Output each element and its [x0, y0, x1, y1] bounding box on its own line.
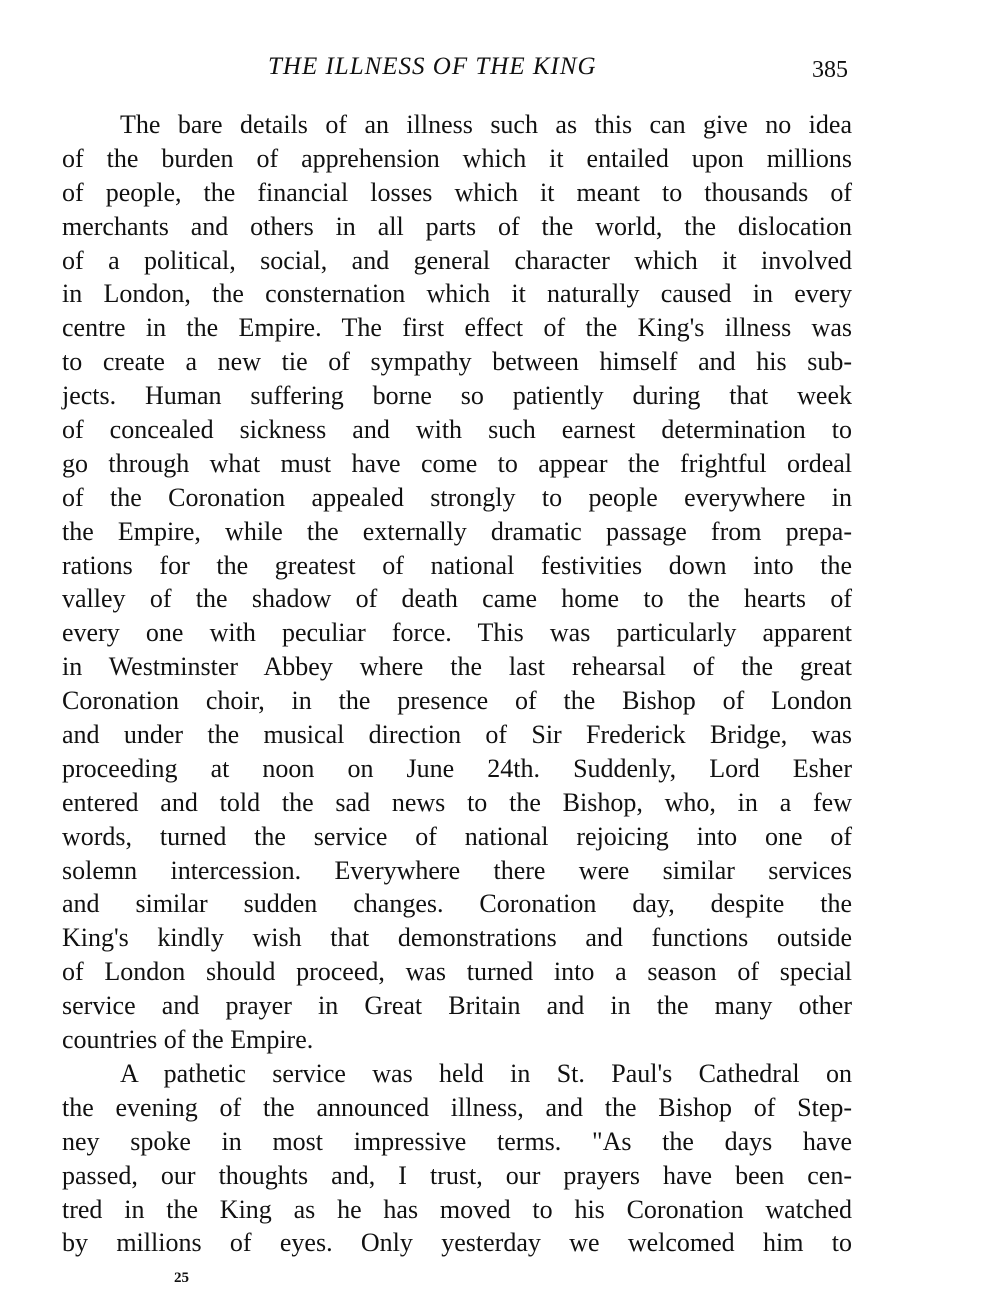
- text-line: valley of the shadow of death came home to the hearts of: [62, 584, 852, 614]
- text-line: to create a new tie of sympathy between himself and his sub-: [62, 347, 852, 377]
- text-line: go through what must have come to appear the frightful ordeal: [62, 448, 852, 478]
- text-line: entered and told the sad news to the Bishop, who, in a few: [62, 787, 852, 817]
- text-line: and under the musical direction of Sir Frederick Bridge, was: [62, 720, 852, 750]
- paragraph-2: [62, 1057, 852, 1260]
- text-line: tred in the King as he has moved to his Coronation watched: [62, 1194, 852, 1224]
- text-line: service and prayer in Great Britain and in the many other: [62, 991, 852, 1021]
- text-line: A pathetic service was held in St. Paul's Cathedral on: [120, 1058, 852, 1088]
- text-line: of London should proceed, was turned into a season of special: [62, 957, 852, 987]
- text-line: of the burden of apprehension which it entailed upon millions: [62, 143, 852, 173]
- page-number: 385: [812, 57, 848, 83]
- text-line: countries of the Empire.: [62, 1025, 314, 1055]
- text-line: of the Coronation appealed strongly to people everywhere in: [62, 482, 852, 512]
- text-line: King's kindly wish that demonstrations and functions outside: [62, 923, 852, 953]
- text-line: of a political, social, and general character which it involved: [62, 245, 852, 275]
- running-head: [0, 50, 1000, 84]
- text-line: and similar sudden changes. Coronation day, despite the: [62, 889, 852, 919]
- text-line: in Westminster Abbey where the last rehearsal of the great: [62, 652, 852, 682]
- text-line: words, turned the service of national rejoicing into one of: [62, 821, 852, 851]
- text-line: in London, the consternation which it naturally caused in every: [62, 279, 852, 309]
- text-line: every one with peculiar force. This was particularly apparent: [62, 618, 852, 648]
- text-line: solemn intercession. Everywhere there were similar services: [62, 855, 852, 885]
- text-line: proceeding at noon on June 24th. Suddenly, Lord Esher: [62, 753, 852, 783]
- text-line: jects. Human suffering borne so patiently during that week: [62, 381, 852, 411]
- body-text: [62, 108, 852, 1260]
- text-line: centre in the Empire. The first effect of the King's illness was: [62, 313, 852, 343]
- signature-mark: 25: [174, 1270, 189, 1286]
- paragraph-1: [62, 108, 852, 1057]
- text-line: The bare details of an illness such as this can give no idea: [120, 110, 852, 139]
- text-line: the evening of the announced illness, and the Bishop of Step-: [62, 1092, 852, 1122]
- text-line: merchants and others in all parts of the world, the dislocation: [62, 211, 852, 241]
- text-line: of people, the financial losses which it meant to thousands of: [62, 177, 852, 207]
- running-title: THE ILLNESS OF THE KING: [268, 53, 597, 80]
- text-line: ney spoke in most impressive terms. "As the days have: [62, 1126, 852, 1156]
- text-line: rations for the greatest of national festivities down into the: [62, 550, 852, 580]
- text-line: Coronation choir, in the presence of the Bishop of London: [62, 686, 852, 716]
- text-line: by millions of eyes. Only yesterday we welcomed him to: [62, 1228, 852, 1258]
- text-line: the Empire, while the externally dramatic passage from prepa-: [62, 516, 852, 546]
- text-line: of concealed sickness and with such earnest determination to: [62, 415, 852, 445]
- text-line: passed, our thoughts and, I trust, our prayers have been cen-: [62, 1160, 852, 1190]
